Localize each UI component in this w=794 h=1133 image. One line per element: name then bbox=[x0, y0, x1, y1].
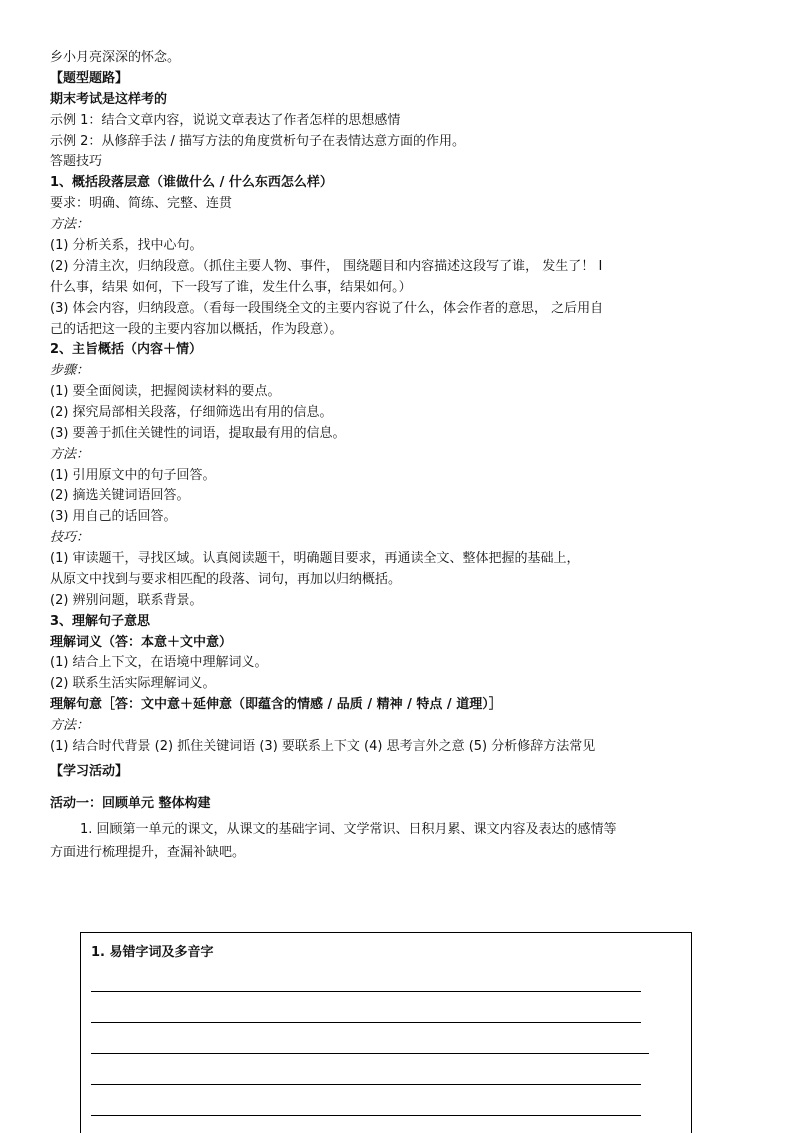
text-line: (3) 用自己的话回答。 bbox=[50, 509, 177, 524]
subheading: 2、主旨概括（内容＋情） bbox=[50, 342, 203, 357]
text-line: (1) 要全面阅读，把握阅读材料的要点。 bbox=[50, 384, 281, 399]
text-line: 示例 2：从修辞手法 / 描写方法的角度赏析句子在表情达意方面的作用。 bbox=[50, 134, 466, 149]
text-line: (1) 分析关系，找中心句。 bbox=[50, 238, 203, 253]
subheading: 3、理解句子意思 bbox=[50, 614, 151, 629]
text-line: 技巧： bbox=[50, 530, 90, 545]
text-line: 方法： bbox=[50, 217, 90, 232]
subheading: 1、概括段落层意（谁做什么 / 什么东西怎么样） bbox=[50, 175, 333, 190]
text-line: (1) 引用原文中的句子回答。 bbox=[50, 468, 216, 483]
text-line: (2) 联系生活实际理解词义。 bbox=[50, 676, 216, 691]
text-line: 方面进行梳理提升，查漏补缺吧。 bbox=[50, 845, 246, 860]
text-line: (1) 结合时代背景 (2) 抓住关键词语 (3) 要联系上下文 (4) 思考言外之意 (5) 分析修辞方法常见 bbox=[50, 739, 596, 754]
answer-line bbox=[91, 1053, 649, 1054]
answer-line bbox=[91, 1022, 641, 1023]
box-title: 1. 易错字词及多音字 bbox=[91, 945, 214, 960]
text-line: 从原文中找到与要求相匹配的段落、词句，再加以归纳概括。 bbox=[50, 572, 402, 587]
text-line: 步骤： bbox=[50, 363, 90, 378]
text-line: 方法： bbox=[50, 718, 90, 733]
subheading: 期末考试是这样考的 bbox=[50, 92, 168, 107]
text-line: 答题技巧 bbox=[50, 154, 103, 169]
text-line: (2) 辨别问题，联系背景。 bbox=[50, 593, 203, 608]
text-line: 示例 1：结合文章内容，说说文章表达了作者怎样的思想感情 bbox=[50, 113, 401, 128]
subheading: 理解词义（答：本意＋文中意） bbox=[50, 635, 233, 650]
text-line: (2) 分清主次，归纳段意。（抓住主要人物、事件， 围绕题目和内容描述这段写了谁， 发生了！ I bbox=[50, 259, 603, 274]
text-line: 1. 回顾第一单元的课文，从课文的基础字词、文学常识、日积月累、课文内容及表达的感情等 bbox=[80, 822, 617, 837]
text-line: (3) 体会内容，归纳段意。（看每一段围绕全文的主要内容说了什么，体会作者的意思， 之后用自 bbox=[50, 301, 604, 316]
text-line: 方法： bbox=[50, 447, 90, 462]
text-line: (1) 结合上下文，在语境中理解词义。 bbox=[50, 655, 268, 670]
text-line: (3) 要善于抓住关键性的词语，提取最有用的信息。 bbox=[50, 426, 346, 441]
text-line: 什么事，结果 如何，下一段写了谁，发生什么事，结果如何。） bbox=[50, 280, 412, 295]
text-line: (1) 审读题干，寻找区域。认真阅读题干，明确题目要求，再通读全文、整体把握的基础上， bbox=[50, 551, 580, 566]
text-line: 乡小月亮深深的怀念。 bbox=[50, 50, 181, 65]
worksheet-box bbox=[80, 932, 692, 1133]
answer-line bbox=[91, 1115, 641, 1116]
text-line: 要求：明确、简练、完整、连贯 bbox=[50, 196, 233, 211]
subheading: 理解句意［答：文中意＋延伸意（即蕴含的情感 / 品质 / 精神 / 特点 / 道理）］ bbox=[50, 697, 502, 712]
section-heading: 【学习活动】 bbox=[50, 764, 129, 779]
answer-line bbox=[91, 991, 641, 992]
activity-heading: 活动一：回顾单元 整体构建 bbox=[50, 796, 211, 811]
text-line: (2) 探究局部相关段落，仔细筛选出有用的信息。 bbox=[50, 405, 333, 420]
text-line: (2) 摘选关键词语回答。 bbox=[50, 488, 190, 503]
section-heading: 【题型题路】 bbox=[50, 71, 129, 86]
answer-line bbox=[91, 1084, 641, 1085]
text-line: 己的话把这一段的主要内容加以概括，作为段意）。 bbox=[50, 322, 343, 337]
